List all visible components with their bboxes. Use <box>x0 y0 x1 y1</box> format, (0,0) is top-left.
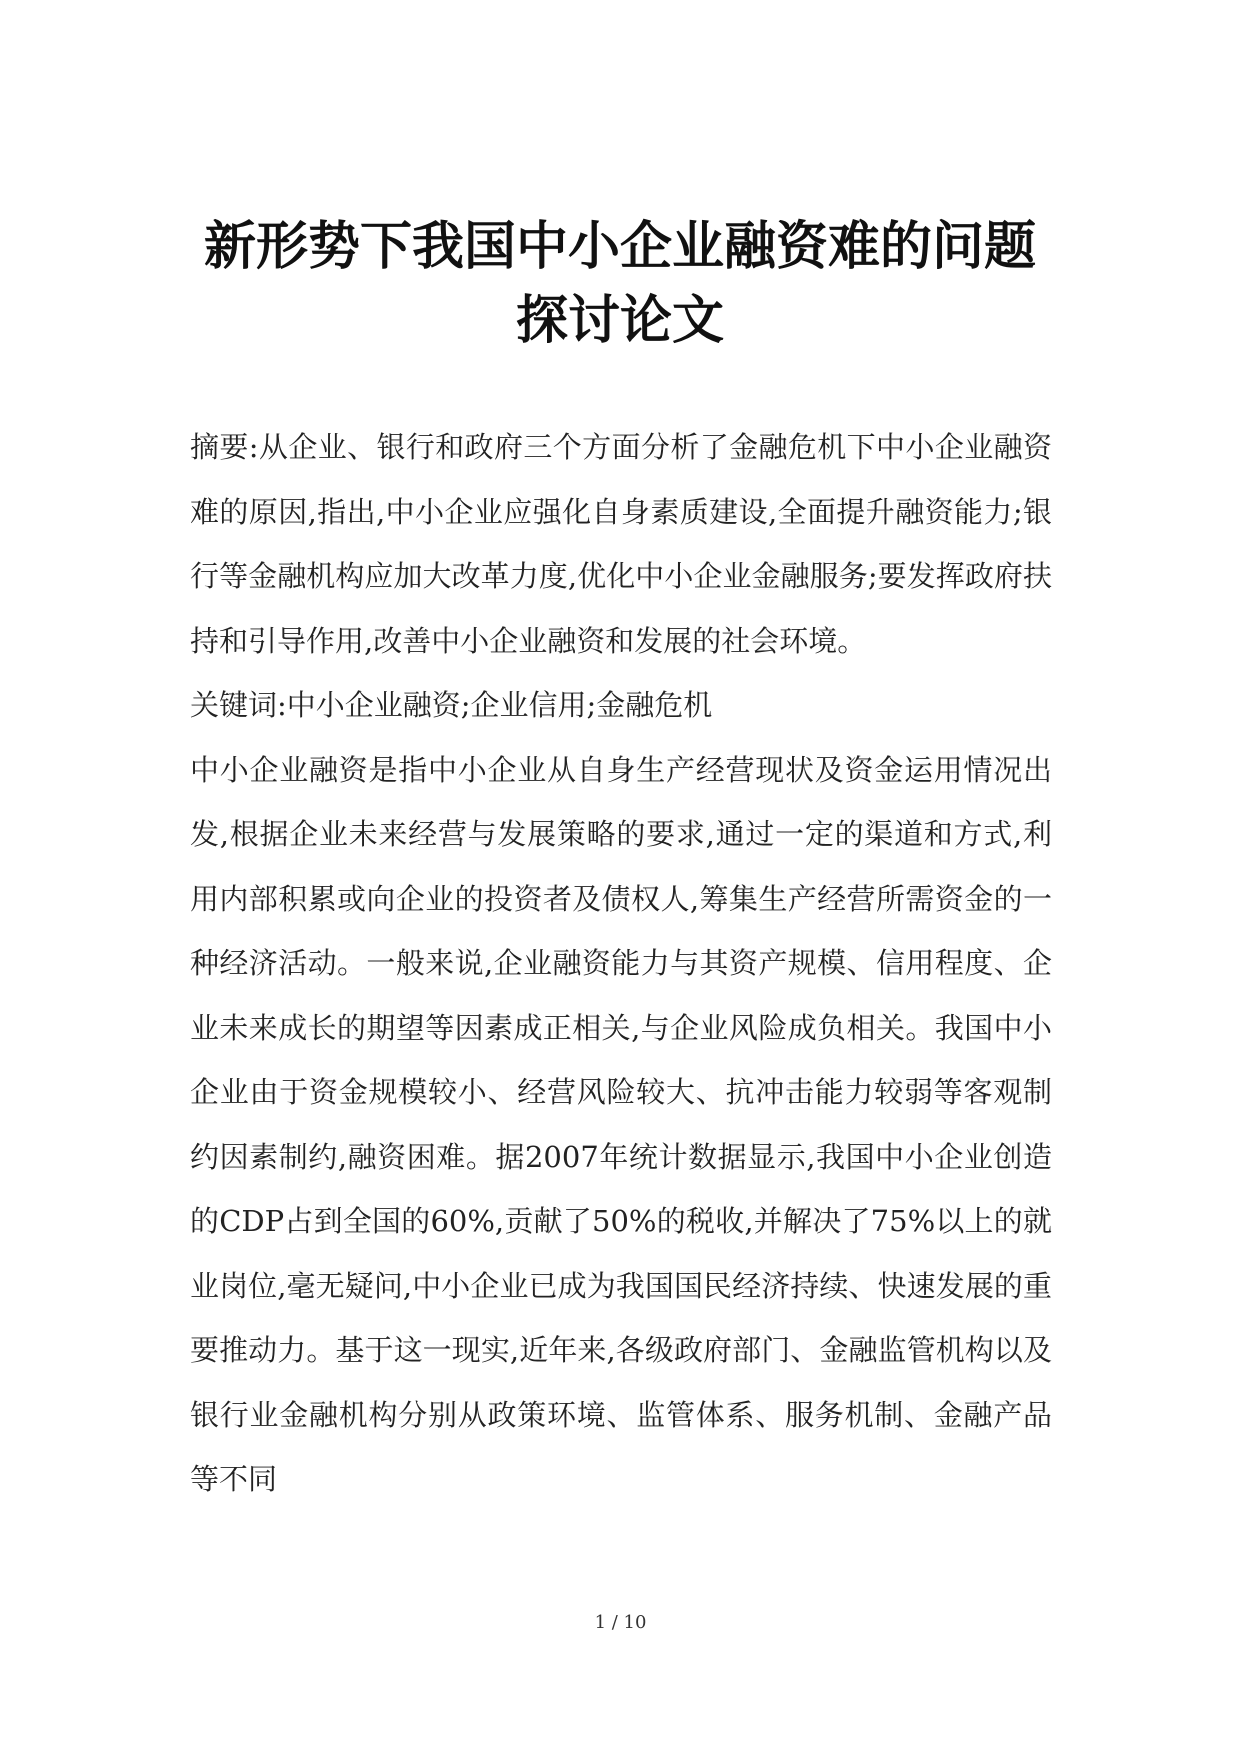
document-body <box>190 415 1052 1512</box>
page-number: 1 / 10 <box>594 1612 647 1633</box>
document-title: 新形势下我国中小企业融资难的问题探讨论文 <box>203 217 1036 351</box>
body-paragraph: 中小企业融资是指中小企业从自身生产经营现状及资金运用情况出发,根据企业未来经营与发展策略的要求,通过一定的渠道和方式,利用内部积累或向企业的投资者及债权人,筹集生产经营所需资金的一种经济活动。一般来说,企业融资能力与其资产规模、信用程度、企业未来成长的期望等因素成正相关,与企业风险成负相关。我国中小企业由于资金规模较小、经营风险较大、抗冲击能力较弱等客观制约因素制约,融资困难。据2007年统计数据显示,我国中小企业创造的CDP占到全国的60%,贡献了50%的税收,并解决了75%以上的就业岗位,毫无疑问,中小企业已成为我国国民经济持续、快速发展的重要推动力。基于这一现实,近年来,各级政府部门、金融监管机构以及银行业金融机构分别从政策环境、监管体系、服务机制、金融产品等不同 <box>190 752 1052 1496</box>
abstract-paragraph: 摘要:从企业、银行和政府三个方面分析了金融危机下中小企业融资难的原因,指出,中小企业应强化自身素质建设,全面提升融资能力;银行等金融机构应加大改革力度,优化中小企业金融服务;要发挥政府扶持和引导作用,改善中小企业融资和发展的社会环境。 <box>190 430 1052 658</box>
keywords-paragraph: 关键词:中小企业融资;企业信用;金融危机 <box>190 688 713 722</box>
